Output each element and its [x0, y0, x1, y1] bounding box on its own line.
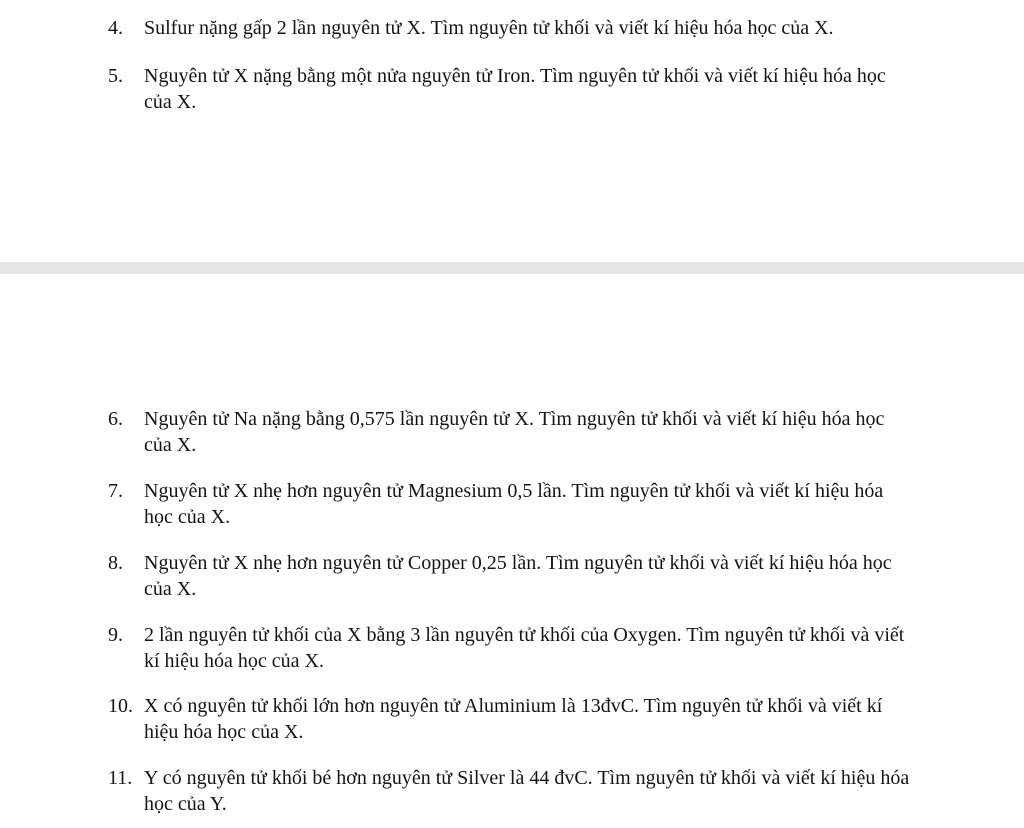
question-text	[144, 765, 988, 817]
question-line: Nguyên tử X nhẹ hơn nguyên tử Magnesium 0,5 lần. Tìm nguyên tử khối và viết kí hiệu hóa	[144, 480, 884, 502]
question-number: 9.	[108, 624, 123, 646]
question-number: 6.	[108, 408, 123, 430]
question-4	[108, 15, 988, 41]
question-text	[144, 15, 988, 41]
page-separator	[0, 262, 1024, 274]
question-line: X có nguyên tử khối lớn hơn nguyên tử Aluminium là 13đvC. Tìm nguyên tử khối và viết kí	[144, 695, 883, 717]
document-page-upper	[0, 0, 1024, 262]
question-5	[108, 63, 988, 115]
question-8	[108, 550, 988, 602]
question-line: của X.	[144, 91, 197, 113]
question-6	[108, 406, 988, 458]
question-text	[144, 622, 988, 674]
question-line: học của X.	[144, 506, 231, 528]
question-11	[108, 765, 988, 817]
question-line: Nguyên tử Na nặng bằng 0,575 lần nguyên tử X. Tìm nguyên tử khối và viết kí hiệu hóa học	[144, 408, 885, 430]
question-text	[144, 478, 988, 530]
question-number: 4.	[108, 17, 123, 39]
question-text	[144, 406, 988, 458]
question-number: 8.	[108, 552, 123, 574]
question-10	[108, 693, 988, 745]
document-page-lower	[0, 274, 1024, 828]
question-text	[144, 63, 988, 115]
question-line: 2 lần nguyên tử khối của X bằng 3 lần nguyên tử khối của Oxygen. Tìm nguyên tử khối và viết	[144, 624, 905, 646]
question-line: học của Y.	[144, 793, 227, 815]
question-number: 11.	[108, 767, 133, 789]
question-number: 7.	[108, 480, 123, 502]
question-line: Nguyên tử X nhẹ hơn nguyên tử Copper 0,25 lần. Tìm nguyên tử khối và viết kí hiệu hóa học	[144, 552, 892, 574]
question-text	[144, 693, 988, 745]
question-line: hiệu hóa học của X.	[144, 721, 304, 743]
question-number: 10.	[108, 695, 133, 717]
question-line: của X.	[144, 434, 197, 456]
question-line: Y có nguyên tử khối bé hơn nguyên tử Silver là 44 đvC. Tìm nguyên tử khối và viết kí hiệu hóa	[144, 767, 910, 789]
question-line: kí hiệu hóa học của X.	[144, 650, 324, 672]
question-7	[108, 478, 988, 530]
question-line: Sulfur nặng gấp 2 lần nguyên tử X. Tìm nguyên tử khối và viết kí hiệu hóa học của X.	[144, 17, 834, 39]
question-9	[108, 622, 988, 674]
question-line: của X.	[144, 578, 197, 600]
question-number: 5.	[108, 65, 123, 87]
question-line: Nguyên tử X nặng bằng một nửa nguyên tử Iron. Tìm nguyên tử khối và viết kí hiệu hóa học	[144, 65, 886, 87]
question-text	[144, 550, 988, 602]
